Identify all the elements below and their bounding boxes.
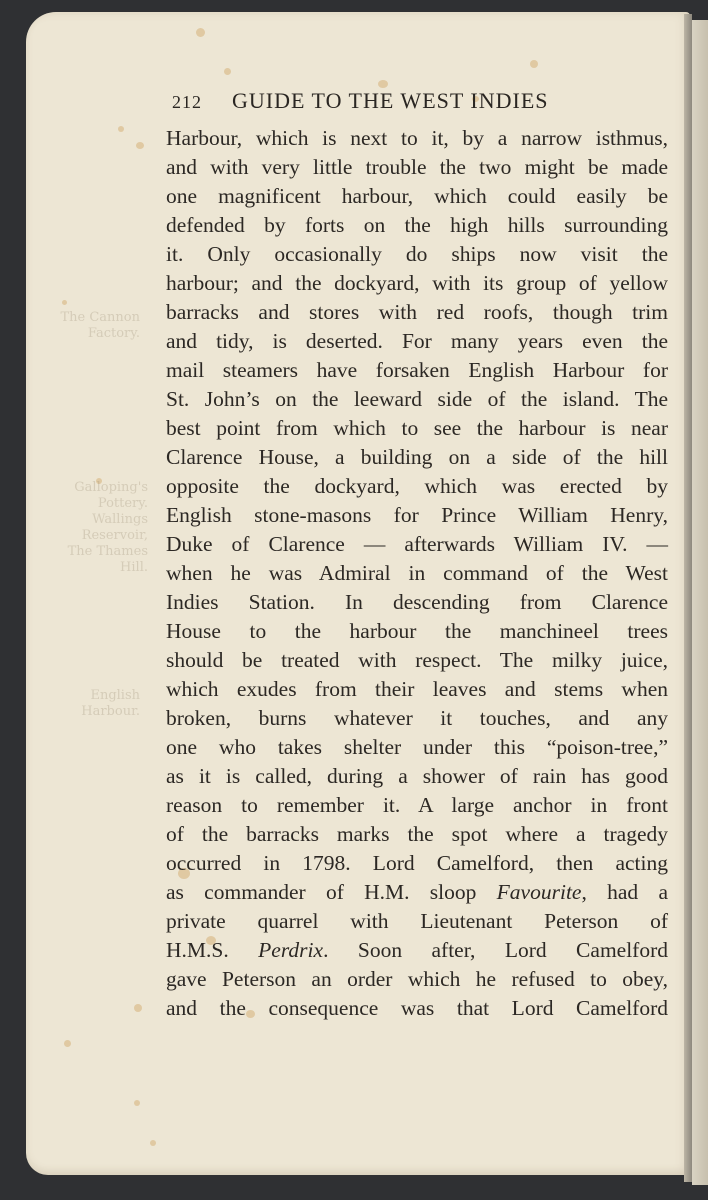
running-title: GUIDE TO THE WEST INDIES <box>232 88 549 113</box>
text-line <box>166 153 668 182</box>
text-segment: best point from which to see the harbour is near <box>166 416 668 440</box>
bleed-through-note: The Cannon Factory. <box>60 310 140 341</box>
text-line <box>166 327 668 356</box>
text-segment: and the consequence was that Lord Camelford <box>166 996 668 1020</box>
text-segment: one who takes shelter under this “poison-tree,” <box>166 735 668 759</box>
text-segment: and with very little trouble the two might be made <box>166 155 668 179</box>
text-segment: as it is called, during a shower of rain has good <box>166 764 668 788</box>
italic-ship-name: Perdrix <box>258 938 324 962</box>
foxing-spot <box>118 126 124 132</box>
foxing-spot <box>224 68 231 75</box>
text-segment: Clarence House, a building on a side of the hill <box>166 445 668 469</box>
foxing-spot <box>150 1140 156 1146</box>
text-segment: which exudes from their leaves and stems when <box>166 677 668 701</box>
foxing-spot <box>134 1100 140 1106</box>
foxing-spot <box>530 60 538 68</box>
text-segment: barracks and stores with red roofs, though trim <box>166 300 668 324</box>
text-segment: . Soon after, Lord Camelford <box>323 938 668 962</box>
foxing-spot <box>136 142 144 149</box>
text-line <box>166 559 668 588</box>
text-segment: and tidy, is deserted. For many years even the <box>166 329 668 353</box>
foxing-spot <box>196 28 205 37</box>
page-gutter <box>684 14 692 1182</box>
text-line <box>166 269 668 298</box>
text-line <box>166 530 668 559</box>
text-segment: one magnificent harbour, which could easily be <box>166 184 668 208</box>
italic-ship-name: Favourite <box>496 880 582 904</box>
text-line <box>166 182 668 211</box>
text-segment: gave Peterson an order which he refused to obey, <box>166 967 668 991</box>
page-number: 212 <box>172 92 202 112</box>
text-line <box>166 849 668 878</box>
text-line <box>166 704 668 733</box>
text-line <box>166 936 668 965</box>
text-line <box>166 762 668 791</box>
facing-page-edge <box>692 20 708 1185</box>
text-line <box>166 414 668 443</box>
text-line <box>166 124 668 153</box>
text-line <box>166 965 668 994</box>
text-segment: Duke of Clarence — afterwards William IV. — <box>166 532 668 556</box>
text-segment: occurred in 1798. Lord Camelford, then acting <box>166 851 668 875</box>
text-segment: Harbour, which is next to it, by a narrow isthmus, <box>166 126 668 150</box>
text-line <box>166 617 668 646</box>
text-line <box>166 878 668 907</box>
foxing-spot <box>64 1040 71 1047</box>
text-line <box>166 385 668 414</box>
text-line <box>166 501 668 530</box>
running-head <box>172 86 632 120</box>
foxing-spot <box>62 300 67 305</box>
text-segment: H.M.S. <box>166 938 259 962</box>
text-segment: broken, burns whatever it touches, and any <box>166 706 668 730</box>
text-line <box>166 356 668 385</box>
body-text <box>166 124 668 1023</box>
text-line <box>166 240 668 269</box>
text-line <box>166 443 668 472</box>
text-segment: St. John’s on the leeward side of the island. The <box>166 387 668 411</box>
text-segment: when he was Admiral in command of the West <box>166 561 668 585</box>
text-segment: House to the harbour the manchineel trees <box>166 619 668 643</box>
text-segment: as commander of H.M. sloop <box>166 880 497 904</box>
text-line <box>166 907 668 936</box>
text-line <box>166 472 668 501</box>
text-line <box>166 298 668 327</box>
text-segment: opposite the dockyard, which was erected by <box>166 474 668 498</box>
text-segment: of the barracks marks the spot where a tragedy <box>166 822 668 846</box>
text-line <box>166 675 668 704</box>
text-segment: , had a <box>581 880 668 904</box>
text-line <box>166 733 668 762</box>
text-line <box>166 646 668 675</box>
text-line <box>166 588 668 617</box>
text-line <box>166 211 668 240</box>
bleed-through-note: English Harbour. <box>81 688 140 719</box>
text-segment: defended by forts on the high hills surrounding <box>166 213 668 237</box>
text-segment: harbour; and the dockyard, with its group of yellow <box>166 271 668 295</box>
text-segment: English stone-masons for Prince William Henry, <box>166 503 668 527</box>
foxing-spot <box>134 1004 142 1012</box>
bleed-through-note: Galloping's Pottery. Wallings Reservoir, The Thames Hill. <box>67 480 148 575</box>
text-segment: Indies Station. In descending from Clarence <box>166 590 668 614</box>
text-segment: mail steamers have forsaken English Harbour for <box>166 358 668 382</box>
text-line <box>166 994 668 1023</box>
text-line <box>166 820 668 849</box>
text-segment: private quarrel with Lieutenant Peterson of <box>166 909 668 933</box>
text-line <box>166 791 668 820</box>
text-segment: reason to remember it. A large anchor in front <box>166 793 668 817</box>
text-segment: it. Only occasionally do ships now visit the <box>166 242 668 266</box>
text-segment: should be treated with respect. The milky juice, <box>166 648 668 672</box>
